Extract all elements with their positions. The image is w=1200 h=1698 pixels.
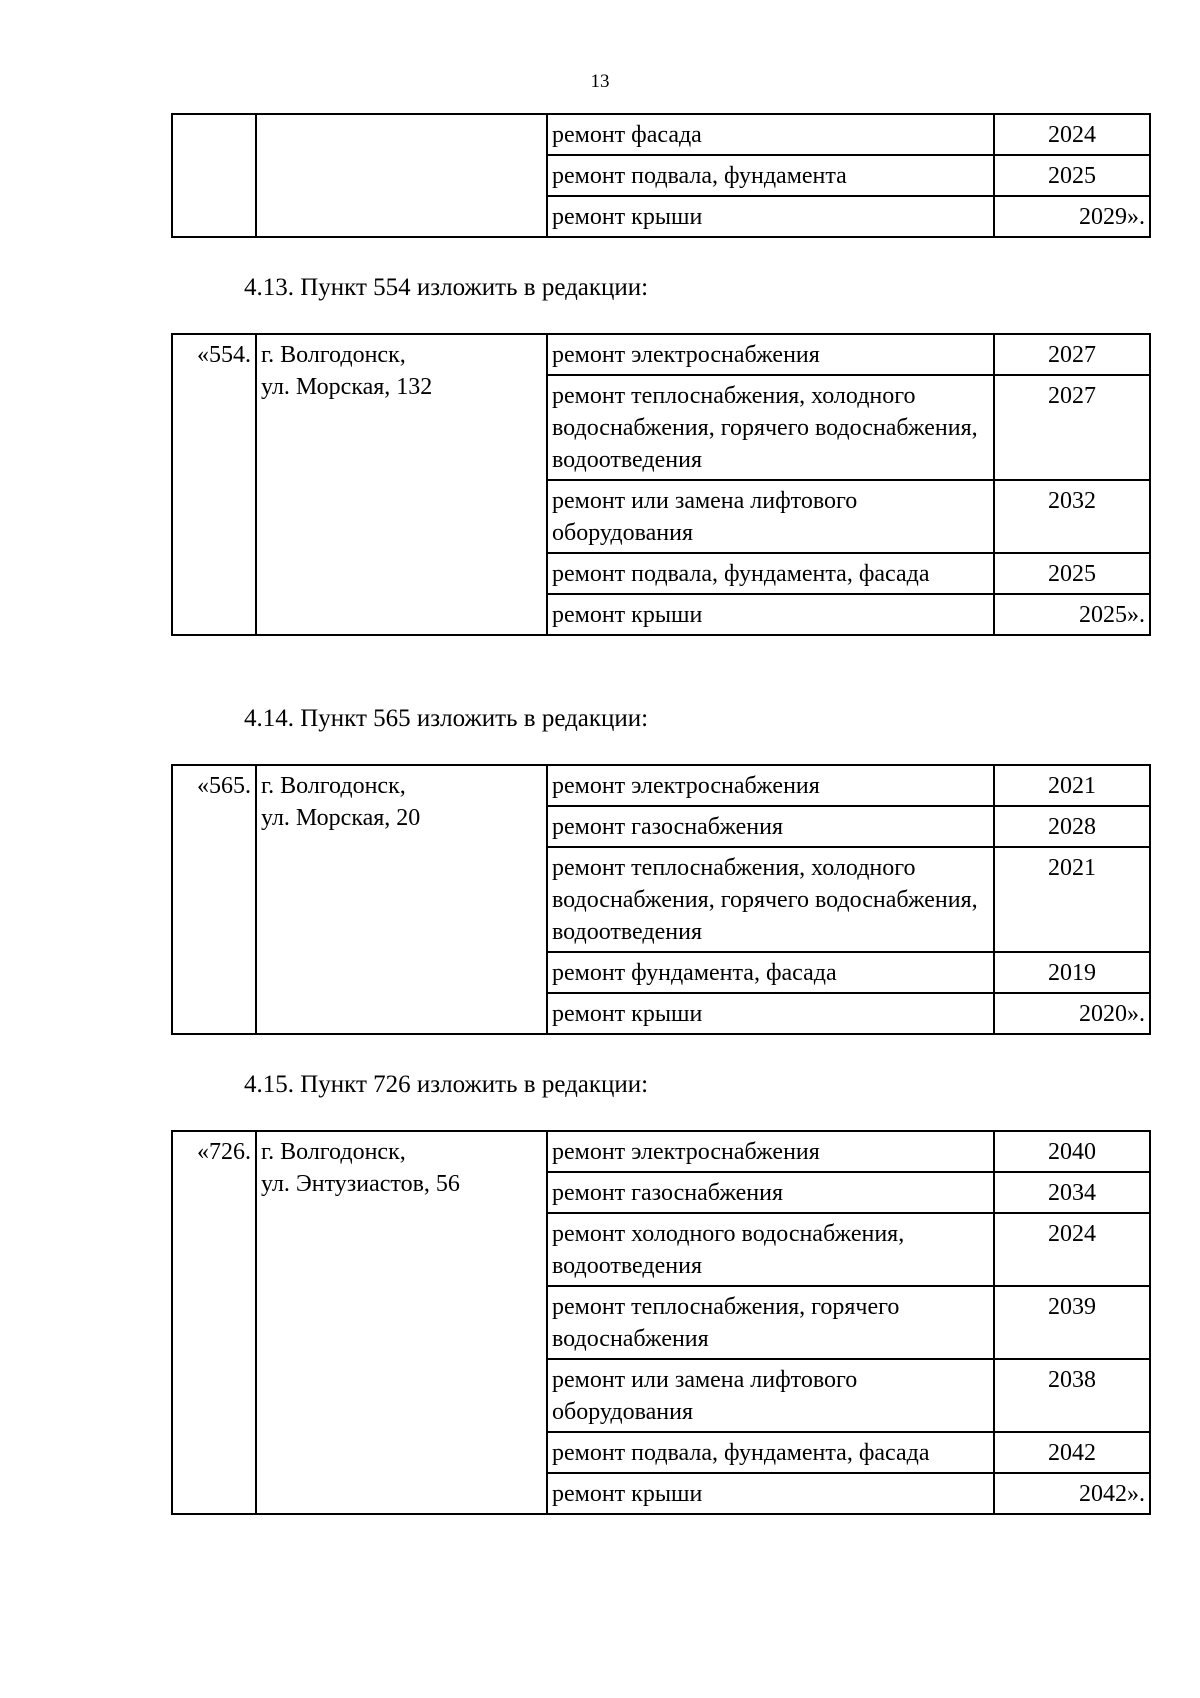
year-cell: 2042 [994,1432,1150,1473]
address-city: г. Волгодонск, [261,342,406,368]
year-cell: 2042». [994,1473,1150,1514]
year-cell: 2025». [994,594,1150,635]
year-cell: 2019 [994,952,1150,993]
work-cell: ремонт теплоснабжения, горячего водоснабжения [547,1286,994,1359]
address-street: ул. Морская, 132 [261,374,433,400]
year-cell: 2025 [994,553,1150,594]
table-row [172,334,1150,375]
table-continuation [171,113,1151,238]
item-number-cell: «565. [172,765,256,1034]
work-cell: ремонт электроснабжения [547,1131,994,1172]
work-cell: ремонт газоснабжения [547,1172,994,1213]
address-city: г. Волгодонск, [261,1139,406,1165]
work-cell: ремонт или замена лифтового оборудования [547,1359,994,1432]
year-cell: 2040 [994,1131,1150,1172]
item-number-cell: «554. [172,334,256,635]
table-item-554 [171,333,1151,636]
work-cell: ремонт фундамента, фасада [547,952,994,993]
work-cell: ремонт крыши [547,196,994,237]
year-cell: 2024 [994,1213,1150,1286]
work-cell: ремонт газоснабжения [547,806,994,847]
address-cell [256,1131,547,1514]
year-cell: 2029». [994,196,1150,237]
address-street: ул. Морская, 20 [261,805,421,831]
year-cell: 2021 [994,765,1150,806]
work-cell: ремонт теплоснабжения, холодного водоснабжения, горячего водоснабжения, водоотведения [547,847,994,952]
year-cell: 2032 [994,480,1150,553]
work-cell: ремонт электроснабжения [547,334,994,375]
table-row [172,765,1150,806]
year-cell: 2028 [994,806,1150,847]
year-cell: 2020». [994,993,1150,1034]
address-street: ул. Энтузиастов, 56 [261,1171,460,1197]
year-cell: 2021 [994,847,1150,952]
item-number-cell: «726. [172,1131,256,1514]
work-cell: ремонт или замена лифтового оборудования [547,480,994,553]
paragraph-4-15: 4.15. Пункт 726 изложить в редакции: [244,1071,649,1098]
year-cell: 2024 [994,114,1150,155]
work-cell: ремонт крыши [547,993,994,1034]
address-cell [256,334,547,635]
table-item-726 [171,1130,1151,1515]
year-cell: 2027 [994,334,1150,375]
paragraph-4-13: 4.13. Пункт 554 изложить в редакции: [244,274,649,301]
table-row [172,1131,1150,1172]
work-cell: ремонт электроснабжения [547,765,994,806]
table-item-565 [171,764,1151,1035]
paragraph-4-14: 4.14. Пункт 565 изложить в редакции: [244,705,649,732]
work-cell: ремонт фасада [547,114,994,155]
table-row [172,114,1150,155]
year-cell: 2025 [994,155,1150,196]
address-cell [256,765,547,1034]
work-cell: ремонт подвала, фундамента, фасада [547,1432,994,1473]
work-cell: ремонт подвала, фундамента [547,155,994,196]
year-cell: 2027 [994,375,1150,480]
address-cell [256,114,547,237]
work-cell: ремонт подвала, фундамента, фасада [547,553,994,594]
address-city: г. Волгодонск, [261,773,406,799]
page-number: 13 [590,71,610,92]
item-number-cell [172,114,256,237]
work-cell: ремонт крыши [547,594,994,635]
work-cell: ремонт теплоснабжения, холодного водоснабжения, горячего водоснабжения, водоотведения [547,375,994,480]
year-cell: 2038 [994,1359,1150,1432]
work-cell: ремонт холодного водоснабжения, водоотведения [547,1213,994,1286]
work-cell: ремонт крыши [547,1473,994,1514]
year-cell: 2034 [994,1172,1150,1213]
year-cell: 2039 [994,1286,1150,1359]
